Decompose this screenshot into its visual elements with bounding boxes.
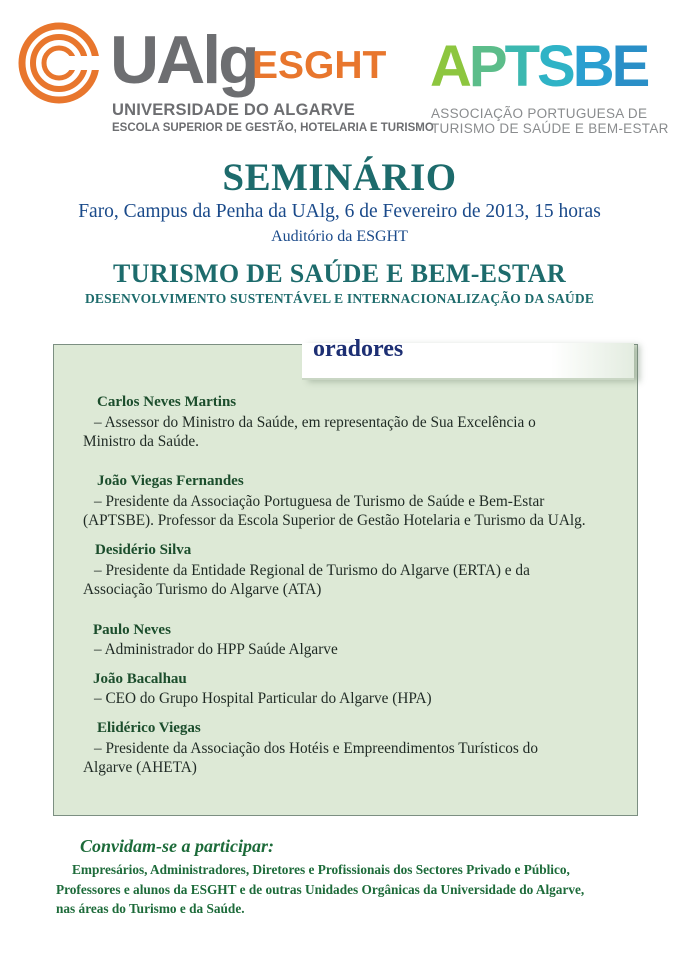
- aptsbe-letter: S: [537, 34, 573, 99]
- invitation-text: [56, 860, 656, 919]
- topic-title: TURISMO DE SAÚDE E BEM-ESTAR: [113, 259, 566, 288]
- invitation-line: Empresários, Administradores, Diretores e Profissionais dos Sectores Privado e Público,: [72, 862, 570, 877]
- speaker-name: João Bacalhau: [93, 671, 187, 687]
- speaker-role: – Assessor do Ministro da Saúde, em representação de Sua Excelência o: [94, 414, 536, 431]
- invitation-line: nas áreas do Turismo e da Saúde.: [56, 901, 245, 916]
- speaker-role: (APTSBE). Professor da Escola Superior de Gestão Hotelaria e Turismo da UAlg.: [83, 512, 586, 529]
- speaker-name: João Viegas Fernandes: [97, 473, 244, 489]
- ualg-wordmark: UAlg: [110, 22, 257, 98]
- speaker-role: – Presidente da Entidade Regional de Turismo do Algarve (ERTA) e da: [94, 562, 530, 579]
- speaker-name: Desidério Silva: [95, 542, 192, 558]
- school-name: ESCOLA SUPERIOR DE GESTÃO, HOTELARIA E TURISMO: [112, 122, 434, 134]
- aptsbe-name-line2: TURISMO DE SAÚDE E BEM-ESTAR: [431, 121, 669, 136]
- aptsbe-letter: B: [572, 34, 612, 99]
- aptsbe-wordmark: [430, 34, 648, 99]
- speaker-role: – CEO do Grupo Hospital Particular do Algarve (HPA): [94, 690, 432, 707]
- aptsbe-letter: P: [468, 34, 505, 99]
- speaker-role: Associação Turismo do Algarve (ATA): [83, 581, 322, 598]
- speaker-name: Elidérico Viegas: [97, 720, 201, 736]
- event-place-date: Faro, Campus da Penha da UAlg, 6 de Fevereiro de 2013, 15 horas: [78, 201, 601, 222]
- speaker-role: – Presidente da Associação Portuguesa de Turismo de Saúde e Bem-Estar: [94, 493, 545, 510]
- invitation-line: Professores e alunos da ESGHT e de outras Unidades Orgânicas da Universidade do Algarve,: [56, 881, 585, 897]
- event-room: Auditório da ESGHT: [271, 228, 408, 245]
- speaker-role: Ministro da Saúde.: [83, 433, 199, 450]
- speakers-heading: oradores: [313, 336, 404, 362]
- aptsbe-name-line1: ASSOCIAÇÃO PORTUGUESA DE: [431, 106, 648, 121]
- esght-wordmark: ESGHT: [252, 44, 387, 87]
- speaker-name: Paulo Neves: [93, 622, 171, 638]
- speaker-role: – Administrador do HPP Saúde Algarve: [94, 641, 338, 658]
- speaker-role: – Presidente da Associação dos Hotéis e Empreendimentos Turísticos do: [94, 740, 538, 757]
- speaker-role: Algarve (AHETA): [83, 759, 197, 776]
- ualg-logo-icon: [18, 22, 100, 104]
- topic-subtitle: DESENVOLVIMENTO SUSTENTÁVEL E INTERNACIONALIZAÇÃO DA SAÚDE: [84, 291, 595, 306]
- aptsbe-letter: A: [430, 34, 469, 99]
- speaker-name: Carlos Neves Martins: [97, 394, 237, 410]
- aptsbe-letter: E: [611, 34, 648, 99]
- aptsbe-letter: T: [504, 34, 538, 99]
- university-name: UNIVERSIDADE DO ALGARVE: [112, 101, 355, 119]
- invitation-title: Convidam-se a participar:: [80, 836, 274, 856]
- page-title: SEMINÁRIO: [222, 156, 457, 199]
